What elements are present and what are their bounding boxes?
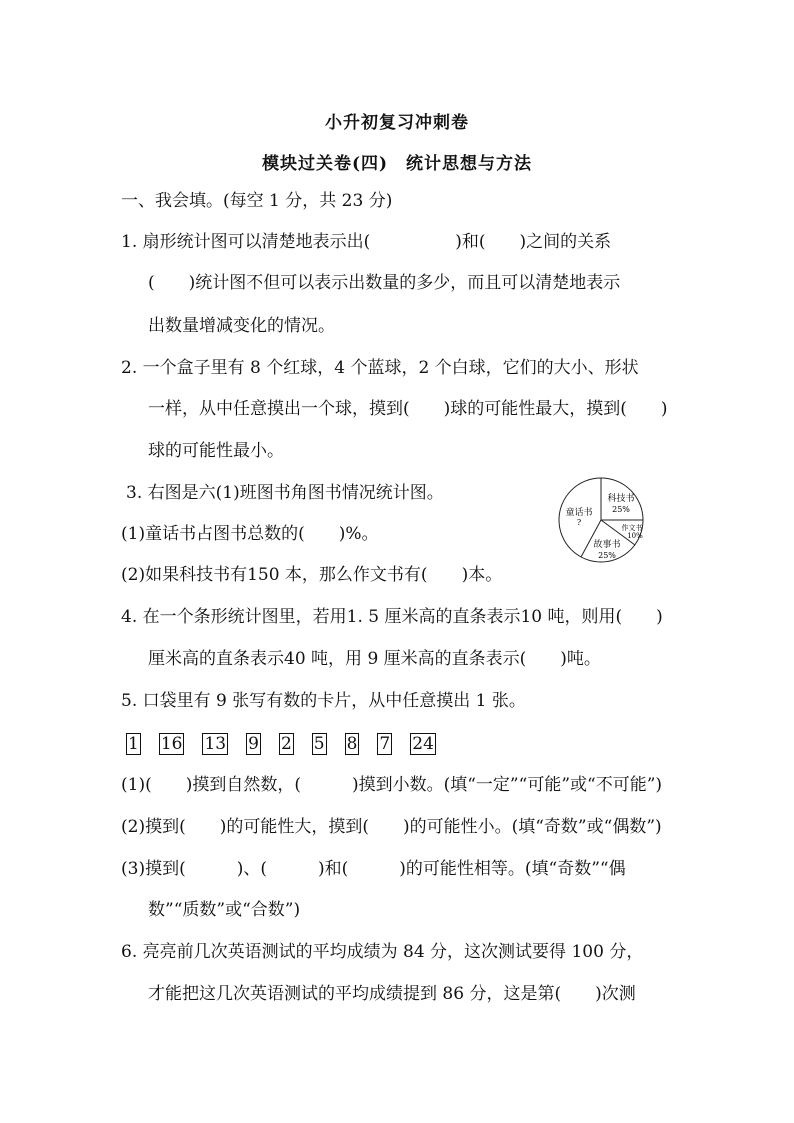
q3-line-1: 3. 右图是六(1)班图书角图书情况统计图。	[126, 483, 444, 503]
pie-chart	[553, 477, 649, 563]
number-card: 9	[248, 734, 259, 754]
slice-label-science: 科技书	[607, 494, 635, 504]
q4-line-1: 4. 在一个条形统计图里，若用1. 5 厘米高的直条表示10 吨，则用( )	[121, 607, 663, 627]
q6-line-1: 6. 亮亮前几次英语测试的平均成绩为 84 分，这次测试要得 100 分，	[121, 942, 644, 962]
q5-line-1: 5. 口袋里有 9 张写有数的卡片，从中任意摸出 1 张。	[121, 691, 526, 711]
slice-value-fairytale: ?	[576, 518, 582, 527]
number-card: 16	[160, 734, 183, 754]
q5-part-2: (2)摸到( )的可能性大，摸到( )的可能性小。(填“奇数”或“偶数”)	[121, 817, 662, 837]
q1-line-2: ( )统计图不但可以表示出数量的多少，而且可以清楚地表示	[148, 273, 621, 293]
slice-label-composition: 作文书	[621, 524, 643, 532]
page-title: 小升初复习冲刺卷	[325, 113, 469, 133]
q3-line-2: (1)童话书占图书总数的( )%。	[121, 524, 379, 544]
page-subtitle: 模块过关卷(四) 统计思想与方法	[261, 154, 533, 174]
q1-line-1: 1. 扇形统计图可以清楚地表示出( )和( )之间的关系	[121, 232, 612, 252]
number-card: 5	[313, 734, 325, 754]
number-card: 8	[346, 734, 358, 754]
number-card: 2	[280, 734, 292, 754]
q5-part-1: (1)( )摸到自然数，( )摸到小数。(填“一定”“可能”或“不可能”)	[121, 775, 663, 795]
q2-line-2: 一样，从中任意摸出一个球，摸到( )球的可能性最大，摸到( )	[148, 399, 668, 419]
slice-label-fairytale: 童话书	[565, 508, 593, 518]
q3-line-3: (2)如果科技书有150 本，那么作文书有( )本。	[121, 565, 503, 585]
slice-value-composition: 10%	[627, 532, 643, 540]
q4-line-2: 厘米高的直条表示40 吨，用 9 厘米高的直条表示( )吨。	[148, 649, 601, 669]
q2-line-3: 球的可能性最小。	[148, 441, 284, 461]
q6-line-2: 才能把这几次英语测试的平均成绩提到 86 分，这是第( )次测	[148, 984, 636, 1004]
q2-line-1: 2. 一个盒子里有 8 个红球，4 个蓝球，2 个白球，它们的大小、形状	[121, 358, 639, 378]
slice-value-story: 25%	[598, 551, 616, 560]
number-card: 1	[128, 734, 139, 754]
number-card: 7	[379, 734, 391, 754]
q5-part-3-line-2: 数”“质数”或“合数”)	[148, 900, 301, 920]
number-cards	[126, 733, 454, 755]
slice-value-science: 25%	[612, 505, 630, 514]
section-heading: 一、我会填。(每空 1 分，共 23 分)	[121, 191, 393, 211]
q1-line-3: 出数量增减变化的情况。	[148, 316, 335, 336]
q5-part-3-line-1: (3)摸到( )、( )和( )的可能性相等。(填“奇数”“偶	[121, 859, 626, 879]
slice-label-story: 故事书	[593, 540, 621, 550]
number-card: 24	[412, 734, 434, 754]
number-card: 13	[204, 734, 227, 754]
